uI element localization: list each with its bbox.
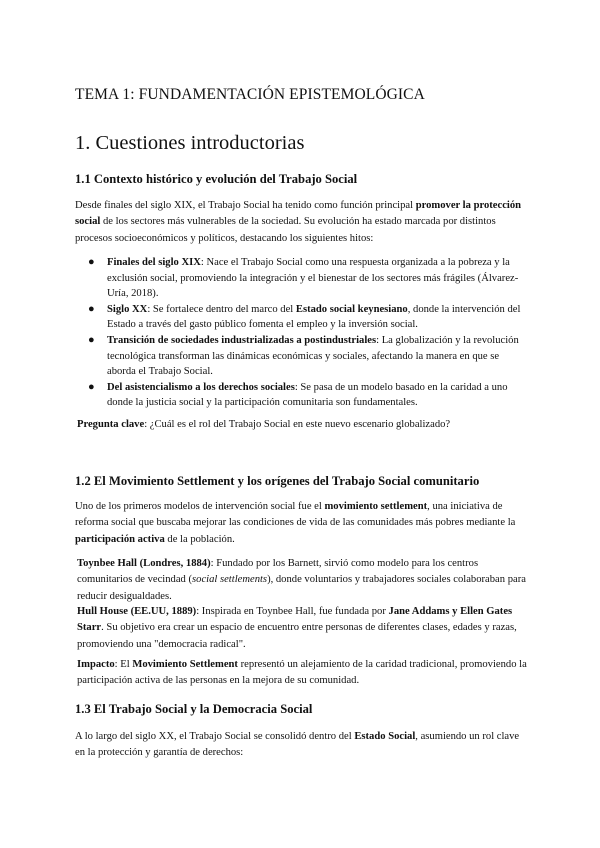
list-item: ● Siglo XX: Se fortalece dentro del marco del Estado social keynesiano, donde la intervención del Estado a través del gasto público fomenta el empleo y la inversión social.: [88, 302, 521, 331]
list-item: ● Transición de sociedades industrializadas a postindustriales: La globalización y la revolución tecnológica transforman las dinámicas económicas y sociales, afectando la manera en que se aborda el Trabajo Social.: [88, 333, 519, 378]
milestones-list: [88, 255, 528, 411]
document-title: TEMA 1: FUNDAMENTACIÓN EPISTEMOLÓGICA: [75, 86, 425, 103]
paragraph-context-intro: Desde finales del siglo XIX, el Trabajo Social ha tenido como función principal promover la protección social de los sectores más vulnerables de la sociedad. Su evolución ha estado marcada por distintos procesos socioeconómicos y políticos, destacando los siguientes hitos:: [75, 200, 522, 244]
list-item: ● Finales del siglo XIX: Nace el Trabajo Social como una respuesta organizada a la pobreza y la exclusión social, promoviendo la integración y el bienestar de los sectores más frágiles (Álvarez-Uría, 2018).: [88, 256, 519, 300]
bullet-icon: ●: [88, 302, 95, 315]
key-question: Pregunta clave: ¿Cuál es el rol del Trabajo Social en este nuevo escenario globalizado?: [77, 419, 451, 430]
subsection-heading-1-1: 1.1 Contexto histórico y evolución del Trabajo Social: [75, 172, 358, 186]
subsection-heading-1-3: 1.3 El Trabajo Social y la Democracia Social: [75, 702, 313, 716]
section-heading-1: 1. Cuestiones introductorias: [75, 132, 305, 154]
paragraph-settlement-intro: Uno de los primeros modelos de intervención social fue el movimiento settlement, una iniciativa de reforma social que buscaba mejorar las condiciones de vida de las comunidades más pobres mediante la participación activa de la población.: [75, 501, 516, 545]
subsection-heading-1-2: 1.2 El Movimiento Settlement y los orígenes del Trabajo Social comunitario: [75, 474, 480, 488]
bullet-icon: ●: [88, 256, 95, 268]
bullet-icon: ●: [88, 333, 95, 346]
paragraph-democracy-intro: A lo largo del siglo XX, el Trabajo Social se consolidó dentro del Estado Social, asumiendo un rol clave en la protección y garantía de derechos:: [75, 731, 520, 759]
paragraph-toynbee-hall: Toynbee Hall (Londres, 1884): Fundado por los Barnett, sirvió como modelo para los centros comunitarios de vecindad (social settlements), donde voluntarios y trabajadores sociales colaboraban para reducir desigualdades.: [77, 558, 526, 602]
paragraph-impact: Impacto: El Movimiento Settlement representó un alejamiento de la caridad tradicional, promoviendo la participación activa de las personas en la mejora de su comunidad.: [77, 659, 527, 687]
paragraph-hull-house: Hull House (EE.UU, 1889): Inspirada en Toynbee Hall, fue fundada por Jane Addams y Ellen Gates Starr. Su objetivo era crear un espacio de encuentro entre personas de diferentes clases, edades y razas, promoviendo una "democracia radical".: [77, 606, 517, 650]
list-item: ● Del asistencialismo a los derechos sociales: Se pasa de un modelo basado en la caridad a uno donde la justicia social y la participación comunitaria son fundamentales.: [88, 380, 508, 409]
bold-phrase: promover la protección social: [75, 200, 522, 228]
bullet-icon: ●: [88, 380, 95, 393]
